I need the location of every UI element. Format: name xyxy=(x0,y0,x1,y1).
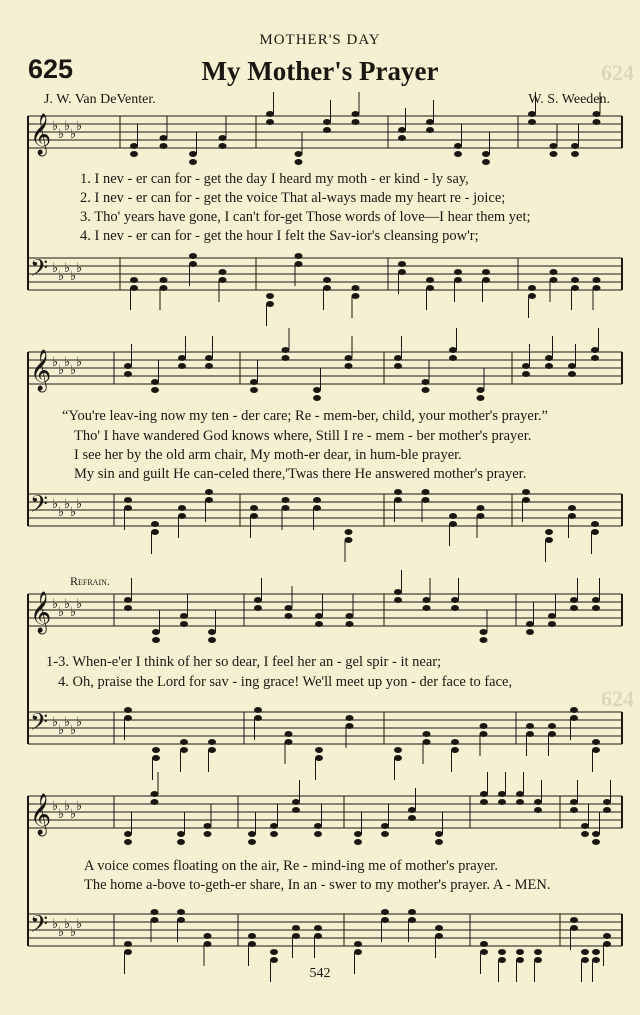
svg-text:♭: ♭ xyxy=(76,917,83,932)
bleed-through-number: 624 xyxy=(601,60,634,85)
svg-text:♭: ♭ xyxy=(52,597,59,612)
svg-text:♭: ♭ xyxy=(70,723,77,738)
svg-text:♭: ♭ xyxy=(76,597,83,612)
svg-text:♭: ♭ xyxy=(58,505,65,520)
refrain-line-2: 4. Oh, praise the Lord for sav - ing grace! We'll meet up yon - der face to face, xyxy=(58,674,513,690)
svg-text:♭: ♭ xyxy=(58,127,65,142)
svg-text:♭: ♭ xyxy=(58,723,65,738)
svg-text:♭: ♭ xyxy=(52,497,59,512)
svg-text:♭: ♭ xyxy=(70,505,77,520)
svg-text:♭: ♭ xyxy=(76,715,83,730)
svg-text:♭: ♭ xyxy=(58,605,65,620)
svg-text:𝄞: 𝄞 xyxy=(30,592,52,633)
verse-4-line: 4. I nev - er can for - get the hour I felt the Sav-ior's cleansing pow'r; xyxy=(80,228,479,244)
svg-text:♭: ♭ xyxy=(52,917,59,932)
svg-text:♭: ♭ xyxy=(52,799,59,814)
refrain-label: Refrain. xyxy=(70,574,110,588)
svg-text:♭: ♭ xyxy=(76,799,83,814)
refrain-line-1: 1-3. When-e'er I think of her so dear, I feel her an - gel spir - it near; xyxy=(46,654,442,670)
verse-1-line-b: “You're leav-ing now my ten - der care; Re - mem-ber, child, your mother's prayer.” xyxy=(62,408,548,424)
verse-1-line: 1. I nev - er can for - get the day I heard my moth - er kind - ly say, xyxy=(80,171,469,187)
svg-text:♭: ♭ xyxy=(64,597,71,612)
svg-text:♭: ♭ xyxy=(76,261,83,276)
svg-text:♭: ♭ xyxy=(52,119,59,134)
verse-4-line-b: My sin and guilt He can-celed there,'Twas there He answered mother's prayer. xyxy=(74,466,527,482)
verse-3-line-b: I see her by the old arm chair, My moth-er dear, in hum-ble prayer. xyxy=(74,447,462,463)
svg-text:♭: ♭ xyxy=(64,261,71,276)
svg-text:♭: ♭ xyxy=(76,119,83,134)
page-number: 542 xyxy=(309,966,331,981)
svg-text:♭: ♭ xyxy=(64,497,71,512)
svg-text:♭: ♭ xyxy=(70,605,77,620)
svg-text:♭: ♭ xyxy=(64,715,71,730)
svg-text:♭: ♭ xyxy=(64,119,71,134)
svg-text:𝄞: 𝄞 xyxy=(30,794,52,835)
svg-text:𝄞: 𝄞 xyxy=(30,114,52,155)
refrain-line-3: A voice comes floating on the air, Re - mind-ing me of mother's prayer. xyxy=(84,858,498,874)
svg-text:♭: ♭ xyxy=(58,269,65,284)
composer-credit: W. S. Weeden. xyxy=(528,92,610,107)
svg-text:♭: ♭ xyxy=(58,807,65,822)
svg-text:♭: ♭ xyxy=(58,925,65,940)
verse-3-line: 3. Tho' years have gone, I can't for-get Those words of love—I hear them yet; xyxy=(80,209,531,225)
svg-text:♭: ♭ xyxy=(70,807,77,822)
bleed-through-number-2: 624 xyxy=(601,686,634,711)
verse-2-line: 2. I nev - er can for - get the voice That al-ways made my heart re - joice; xyxy=(80,190,506,206)
svg-text:♭: ♭ xyxy=(52,715,59,730)
svg-text:♭: ♭ xyxy=(64,355,71,370)
svg-text:𝄢: 𝄢 xyxy=(30,254,49,287)
svg-text:♭: ♭ xyxy=(70,269,77,284)
svg-text:♭: ♭ xyxy=(64,799,71,814)
svg-text:♭: ♭ xyxy=(52,355,59,370)
hymn-title: My Mother's Prayer xyxy=(201,56,439,86)
svg-text:𝄢: 𝄢 xyxy=(30,708,49,741)
svg-text:♭: ♭ xyxy=(76,497,83,512)
svg-text:♭: ♭ xyxy=(70,127,77,142)
hymn-number: 625 xyxy=(28,54,74,84)
svg-text:♭: ♭ xyxy=(70,363,77,378)
svg-text:♭: ♭ xyxy=(52,261,59,276)
svg-text:𝄢: 𝄢 xyxy=(30,910,49,943)
svg-text:𝄢: 𝄢 xyxy=(30,490,49,523)
svg-text:♭: ♭ xyxy=(58,363,65,378)
lyricist-credit: J. W. Van DeVenter. xyxy=(44,92,156,107)
refrain-line-4: The home a-bove to-geth-er share, In an - swer to my mother's prayer. A - MEN. xyxy=(84,877,551,893)
svg-text:𝄞: 𝄞 xyxy=(30,350,52,391)
svg-text:♭: ♭ xyxy=(64,917,71,932)
verse-2-line-b: Tho' I have wandered God knows where, Still I re - mem - ber mother's prayer. xyxy=(74,428,532,444)
occasion-heading: MOTHER'S DAY xyxy=(259,32,381,48)
svg-text:♭: ♭ xyxy=(70,925,77,940)
svg-text:♭: ♭ xyxy=(76,355,83,370)
